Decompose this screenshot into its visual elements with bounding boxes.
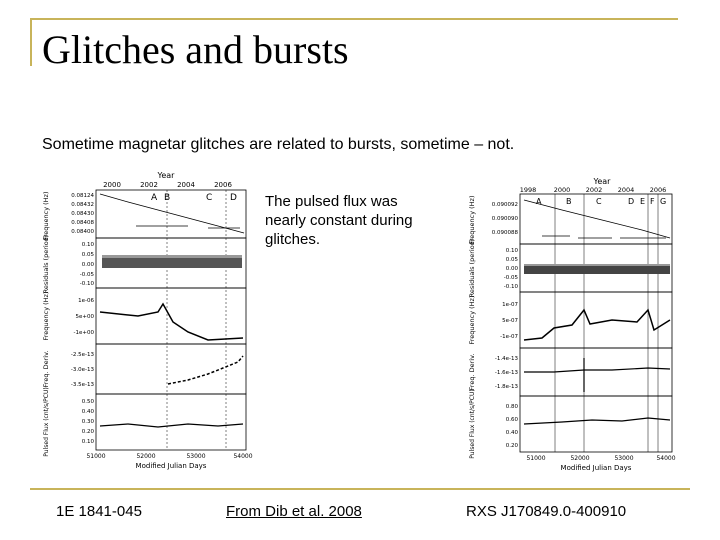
fig-right-tick: 1e-07 — [502, 302, 518, 308]
fig-left-tick: 0.10 — [81, 439, 94, 445]
fig-right-tick: 0.090090 — [491, 216, 518, 222]
fig-right-marker: B — [566, 197, 572, 206]
fig-right-glitch-lines — [555, 194, 658, 452]
fig-left-tick: 0.10 — [81, 242, 94, 248]
footer-right-source-name: RXS J170849.0-400910 — [466, 503, 627, 520]
fig-left-year-tick: 2000 — [103, 181, 121, 189]
fig-right-panel-label: Frequency (Hz) — [468, 195, 476, 245]
fig-right-panel-label: Pulsed Flux (cnt/s/PCU) — [469, 389, 476, 459]
fig-right-marker: E — [640, 197, 646, 206]
fig-left-tick: 1e-06 — [78, 298, 94, 304]
fig-left-x-tick: 53000 — [186, 453, 206, 460]
fig-left-panel3-curve — [100, 304, 243, 340]
fig-right-marker: A — [536, 197, 542, 206]
figure-right-timing-plot — [462, 177, 682, 472]
fig-right-tick: -0.05 — [503, 275, 518, 281]
fig-left-tick: -3.0e-13 — [70, 367, 94, 373]
fig-right-tick: -1.6e-13 — [494, 370, 518, 376]
fig-left-tick: 0.30 — [81, 419, 94, 425]
fig-right-year-tick: 1998 — [519, 186, 537, 194]
fig-right-year-tick: 2000 — [553, 186, 571, 194]
fig-left-tick: 0.20 — [81, 429, 94, 435]
fig-right-x-tick: 54000 — [656, 455, 676, 462]
fig-right-marker: D — [628, 197, 635, 206]
fig-right-tick: 0.80 — [505, 404, 518, 410]
fig-left-glitch-lines — [167, 190, 226, 450]
fig-right-panel-label: Freq. Deriv. — [468, 353, 476, 391]
fig-left-year-tick: 2004 — [177, 181, 195, 189]
fig-right-year-tick: 2002 — [585, 186, 603, 194]
fig-left-panel1-trend — [100, 194, 244, 233]
title-frame-left-line — [30, 18, 32, 66]
fig-right-tick: 0.60 — [505, 417, 518, 423]
fig-left-marker: A — [151, 193, 158, 203]
fig-left-year-label: Year — [157, 171, 175, 180]
fig-left-tick: -3.5e-13 — [70, 382, 94, 388]
fig-left-tick: 0.08124 — [71, 193, 94, 199]
fig-left-tick: 0.08430 — [71, 211, 94, 217]
fig-left-tick: 5e+00 — [75, 314, 94, 320]
fig-right-panel-label: Frequency (Hz) — [468, 295, 476, 345]
fig-right-marker: C — [596, 197, 602, 206]
fig-left-panel-label: Frequency (Hz) — [42, 191, 50, 241]
fig-right-x-label: Modified Julian Days — [560, 464, 632, 472]
fig-right-tick: 0.090088 — [491, 230, 518, 236]
fig-right-tick: -0.10 — [503, 284, 518, 290]
fig-left-panel-label: Pulsed Flux (cnt/s/PCU) — [43, 387, 50, 457]
fig-right-tick: -1e-07 — [500, 334, 518, 340]
fig-left-tick: 0.00 — [81, 262, 94, 268]
fig-right-x-tick: 52000 — [570, 455, 590, 462]
fig-right-tick: -1.4e-13 — [494, 356, 518, 362]
fig-right-panel2-residuals — [524, 264, 670, 274]
fig-right-range-arrows — [542, 236, 666, 238]
fig-left-panel4-curve — [168, 356, 243, 384]
fig-right-tick: 0.20 — [505, 443, 518, 449]
fig-left-tick: 0.50 — [81, 399, 94, 405]
figure-left-timing-plot — [38, 171, 253, 472]
slide-subtitle: Sometime magnetar glitches are related to bursts, sometime – not. — [42, 136, 515, 153]
fig-left-year-tick: 2006 — [214, 181, 232, 189]
fig-left-x-tick: 51000 — [86, 453, 106, 460]
fig-left-tick: 0.08400 — [71, 229, 94, 235]
fig-left-panels — [96, 190, 246, 450]
slide-title: Glitches and bursts — [42, 27, 349, 72]
fig-left-tick: 0.05 — [81, 252, 94, 258]
fig-left-marker: D — [230, 193, 237, 203]
fig-right-year-tick: 2006 — [649, 186, 667, 194]
fig-left-tick: -2.5e-13 — [70, 352, 94, 358]
fig-left-x-tick: 54000 — [233, 453, 253, 460]
fig-left-x-label: Modified Julian Days — [135, 462, 207, 470]
fig-left-tick: -1e+00 — [73, 330, 94, 336]
footer-divider — [30, 488, 690, 490]
footer-citation-link[interactable]: From Dib et al. 2008 — [226, 503, 362, 520]
fig-right-tick: 0.05 — [505, 257, 518, 263]
fig-left-tick: -0.05 — [79, 272, 94, 278]
fig-left-panel5-flux — [100, 424, 243, 427]
fig-right-year-label: Year — [593, 177, 611, 186]
fig-left-panel-label: Residuals (period) — [42, 234, 50, 294]
footer-left-source-name: 1E 1841-045 — [56, 503, 142, 520]
fig-left-panel-label: Freq. Deriv. — [42, 350, 50, 388]
fig-right-tick: 0.40 — [505, 430, 518, 436]
fig-right-year-tick: 2004 — [617, 186, 635, 194]
fig-left-tick: 0.08432 — [71, 202, 94, 208]
fig-left-x-tick: 52000 — [136, 453, 156, 460]
fig-left-tick: 0.40 — [81, 409, 94, 415]
fig-left-year-tick: 2002 — [140, 181, 158, 189]
fig-right-tick: 0.10 — [505, 248, 518, 254]
fig-right-tick: 0.090092 — [491, 202, 518, 208]
fig-left-tick: -0.10 — [79, 281, 94, 287]
fig-left-marker: C — [206, 193, 213, 203]
fig-right-tick: 5e-07 — [502, 318, 518, 324]
fig-right-panel-label: Residuals (period) — [468, 238, 476, 298]
fig-left-panel2-residuals — [102, 255, 242, 268]
fig-right-marker: F — [650, 197, 655, 206]
fig-left-tick: 0.08408 — [71, 220, 94, 226]
fig-left-marker: B — [164, 193, 171, 203]
fig-right-x-tick: 53000 — [614, 455, 634, 462]
fig-left-panel-label: Frequency (Hz) — [42, 291, 50, 341]
title-frame-top-line — [30, 18, 678, 20]
fig-right-tick: -1.8e-13 — [494, 384, 518, 390]
side-note: The pulsed flux was nearly constant during glitches. — [265, 193, 413, 248]
fig-right-marker: G — [660, 197, 667, 206]
fig-right-tick: 0.00 — [505, 266, 518, 272]
fig-right-x-tick: 51000 — [526, 455, 546, 462]
